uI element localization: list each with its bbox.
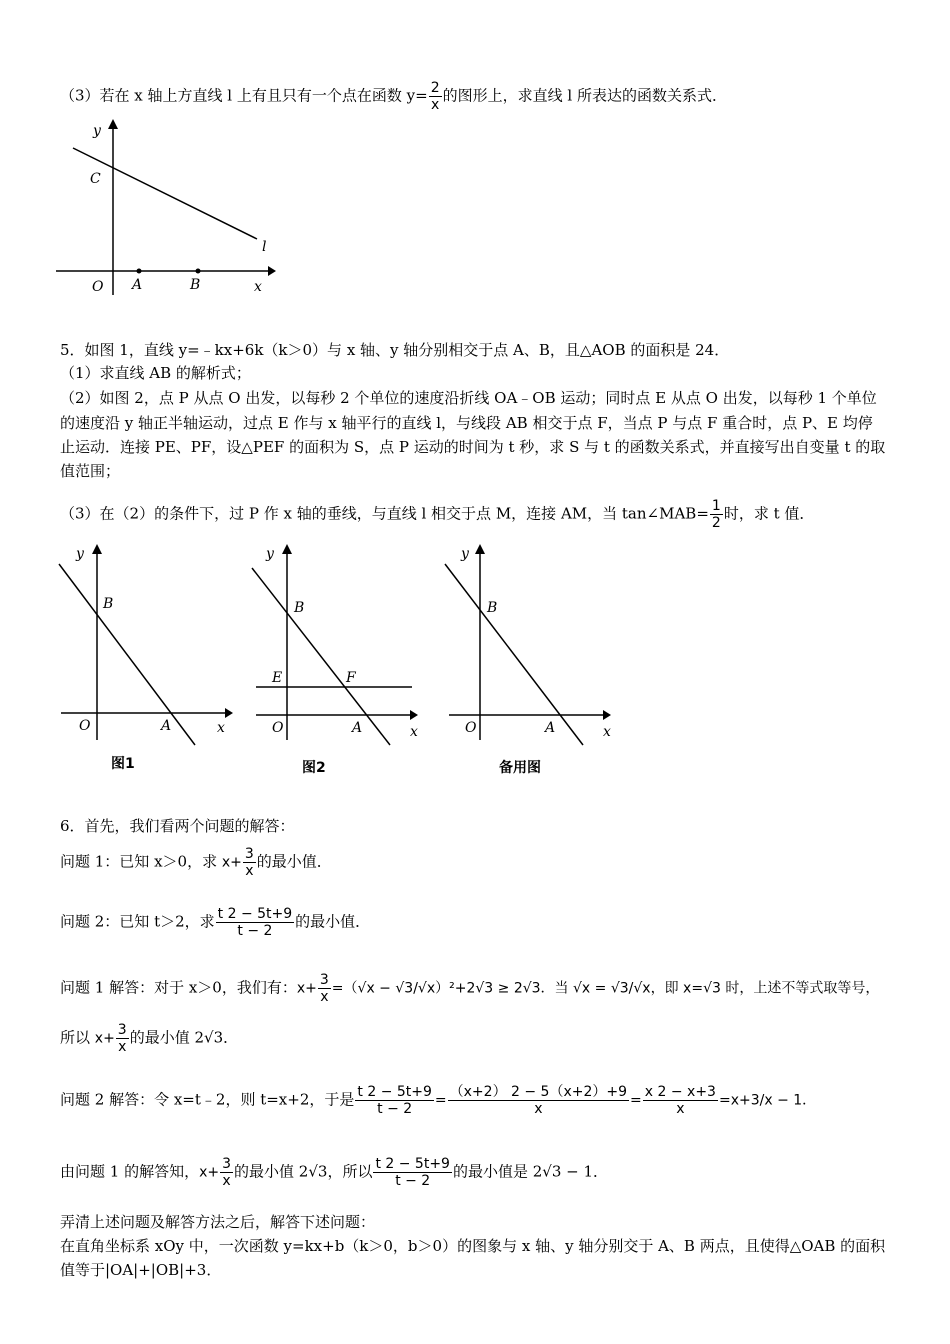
q6-task-line2: 值等于|OA|+|OB|+3． [60,1261,222,1279]
fig1-caption: 图1 [111,756,135,772]
q6-problem2: 问题 2：已知 t＞2，求 $\frac{t 2 - 5t+9}{t - 2}$ 的最小值． [60,906,371,939]
q4-part3-pre: （3）若在 x 轴上方直线 l 上有且只有一个点在函数 y= [60,86,428,105]
fig1-b-label: B [103,596,114,612]
fig3-caption: 备用图 [499,760,541,776]
s1-expression: =（√x − √3/√x）²+2√3 ≥ 2√3．当 √x = √3/√x，即 x=√3 时，上述不等式取等号， [331,980,880,997]
q6-solution1-end: 所以 x+ $\frac{3}{x}$ 的最小值 2√3． [60,1022,239,1055]
q6-problem1: 问题 1：已知 x＞0，求 x+ $\frac{3}{x}$ 的最小值． [60,846,332,879]
figure-1 [55,540,235,780]
fig3-y-label: y [461,546,469,562]
p2-fraction: $\frac{t 2 - 5t+9}{t - 2}$ [217,906,293,939]
fig1-a-label: A [161,718,172,734]
q5-line5: 止运动．连接 PE、PF，设△PEF 的面积为 S，点 P 运动的时间为 t 秒，求 S 与 t 的函数关系式，并直接写出自变量 t 的取 [60,438,886,456]
fig2-caption: 图2 [302,760,326,776]
fig2-a-label: A [352,720,363,736]
q5-tan-fraction: $\frac{1}{2}$ [711,498,721,531]
q5-line6: 值范围； [60,462,121,480]
figure-line-l [50,115,280,300]
q6-task-line1: 在直角坐标系 xOy 中，一次函数 y=kx+b（k＞0，b＞0）的图象与 x 轴、y 轴分别交于 A、B 两点，且使得△OAB 的面积 [60,1237,886,1255]
fig-top-o-label: O [92,279,104,295]
fig-top-l-label: l [262,239,267,255]
q6-conclusion: 由问题 1 的解答知，x+ $\frac{3}{x}$ 的最小值 2√3，所以 $\frac{t 2 - 5t+9}{t - 2}$ 的最小值是 2√3 − 1． [60,1156,609,1189]
s2-right-fraction: $\frac{x 2 - x+3}{x}$ [644,1084,716,1117]
fig1-o-label: O [79,718,91,734]
fig2-y-label: y [266,546,274,562]
q6-after: 弄清上述问题及解答方法之后，解答下述问题： [60,1213,376,1231]
q6-solution1: 问题 1 解答：对于 x＞0，我们有：x+ $\frac{3}{x}$ =（√x − √3/√x）²+2√3 ≥ 2√3．当 √x = √3/√x，即 x=√3 时，上述不等式取等号， [60,972,880,1005]
p1-fraction: $\frac{3}{x}$ [244,846,254,879]
figure-spare [443,540,623,780]
fig2-e-label: E [272,670,283,686]
fig2-f-label: F [346,670,356,686]
q4-part3-post: 的图形上，求直线 l 所表达的函数关系式． [442,86,727,105]
fig3-b-label: B [487,600,498,616]
fig-top-a-label: A [132,277,143,293]
fig3-x-label: x [603,724,611,740]
fig3-o-label: O [465,720,477,736]
q6-intro: 6．首先，我们看两个问题的解答： [60,817,295,835]
q5-line3: （2）如图 2，点 P 从点 O 出发，以每秒 2 个单位的速度沿折线 OA﹣OB 运动；同时点 E 从点 O 出发，以每秒 1 个单位 [60,389,877,407]
fig-top-y-label: y [93,123,101,139]
fig-top-c-label: C [90,171,101,187]
fig2-o-label: O [272,720,284,736]
q5-line2: （1）求直线 AB 的解析式； [60,364,251,382]
fig1-x-label: x [217,720,225,736]
fig-top-x-label: x [254,279,262,295]
fig1-y-label: y [76,546,84,562]
q5-line7-post: 时，求 t 值． [723,504,815,523]
q4-fraction: $\frac{2}{x}$ [430,80,440,113]
q6-solution2: 问题 2 解答：令 x=t﹣2，则 t=x+2，于是 $\frac{t 2 - 5t+9}{t - 2}$ = $\frac{(x+2) 2 - 5(x+2)+9}{x}$ = $\frac{x 2 - x+3}{x}$ =x+3/x − 1． [60,1084,817,1117]
q4-part3 [60,80,727,113]
fig2-b-label: B [294,600,305,616]
fig3-a-label: A [545,720,556,736]
q5-line4: 的速度沿 y 轴正半轴运动，过点 E 作与 x 轴平行的直线 l，与线段 AB 相交于点 F，当点 P 与点 F 重合时，点 P、E 均停 [60,414,873,432]
q5-line1: 5．如图 1，直线 y=﹣kx+6k（k＞0）与 x 轴、y 轴分别相交于点 A、B，且△AOB 的面积是 24． [60,341,730,359]
fig-top-b-label: B [190,277,201,293]
q5-line7 [60,498,814,531]
q5-line7-pre: （3）在（2）的条件下，过 P 作 x 轴的垂线，与直线 l 相交于点 M，连接 AM，当 tan∠MAB= [60,504,709,523]
fig2-x-label: x [410,724,418,740]
s2-mid-fraction: $\frac{(x+2) 2 - 5(x+2)+9}{x}$ [449,1084,628,1117]
figure-2 [250,540,430,780]
